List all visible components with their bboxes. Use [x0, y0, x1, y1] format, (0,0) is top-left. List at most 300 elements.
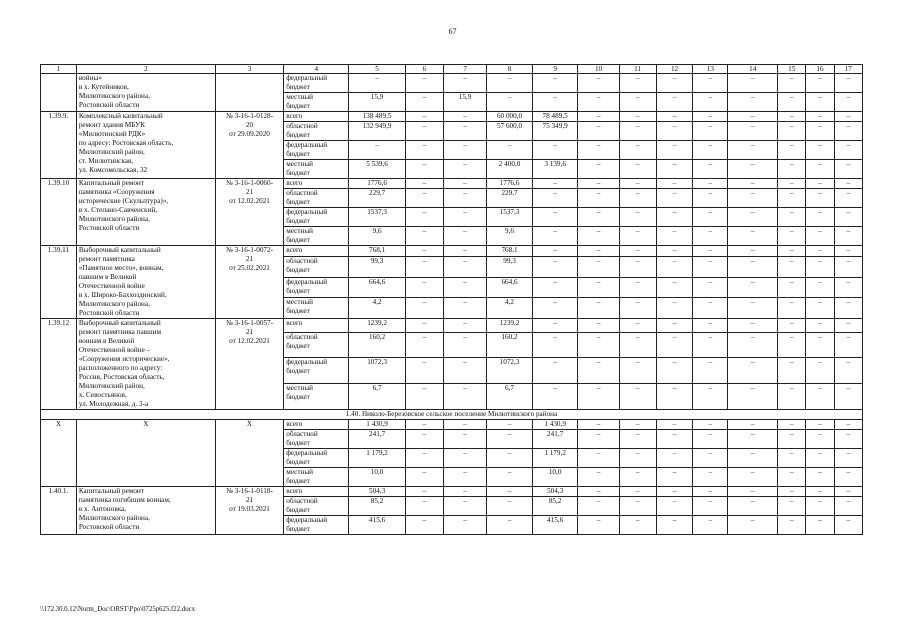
- column-number: 13: [693, 65, 728, 74]
- value-cell: –: [656, 298, 693, 319]
- object-name-cell: [76, 112, 215, 179]
- name-line: Ростовской области: [78, 224, 140, 232]
- value-cell: –: [619, 112, 656, 122]
- value-cell: –: [693, 430, 728, 449]
- name-line: памятника «Сооружения: [78, 188, 155, 196]
- value-cell: –: [619, 141, 656, 160]
- table-row: [41, 487, 863, 497]
- value-cell: –: [619, 298, 656, 319]
- value-cell: –: [728, 277, 778, 298]
- value-cell: –: [405, 208, 443, 227]
- table-row: [41, 112, 863, 122]
- value-cell: –: [693, 497, 728, 516]
- value-cell: –: [656, 246, 693, 257]
- value-cell: –: [619, 256, 656, 277]
- value-cell: –: [834, 74, 862, 93]
- value-cell: –: [578, 122, 619, 141]
- funding-source-text: федеральный: [286, 141, 328, 149]
- value-cell: –: [619, 277, 656, 298]
- value-cell: –: [405, 189, 443, 208]
- value-cell: –: [806, 179, 834, 189]
- funding-source-text: областной: [286, 430, 318, 438]
- value-cell: –: [806, 189, 834, 208]
- funding-source-cell: [284, 141, 349, 160]
- name-line: ремонт здания МБУК: [78, 121, 146, 129]
- funding-source-cell: [284, 516, 349, 535]
- table-row: [41, 246, 863, 257]
- value-cell: –: [532, 256, 578, 277]
- value-cell: –: [778, 227, 806, 246]
- funding-source-text: всего: [286, 179, 303, 187]
- value-cell: –: [728, 420, 778, 430]
- value-cell: –: [656, 179, 693, 189]
- object-number-cell: 1.39.11: [41, 246, 77, 319]
- value-cell: –: [405, 487, 443, 497]
- name-line: Комплексный капитальный: [78, 112, 163, 120]
- funding-source-text: федеральный: [286, 449, 328, 457]
- value-cell: –: [405, 256, 443, 277]
- value-cell: –: [443, 246, 486, 257]
- funding-source-text: всего: [286, 420, 303, 428]
- name-line: Милютинского района,: [78, 300, 150, 308]
- value-cell: –: [349, 141, 405, 160]
- value-cell: –: [578, 227, 619, 246]
- funding-source-text: всего: [286, 487, 303, 495]
- value-cell: –: [532, 319, 578, 333]
- value-cell: –: [728, 122, 778, 141]
- value-cell: –: [806, 112, 834, 122]
- value-cell: –: [834, 179, 862, 189]
- value-cell: –: [806, 298, 834, 319]
- value-cell: –: [834, 319, 862, 333]
- value-cell: 9,6: [487, 227, 533, 246]
- value-cell: –: [487, 468, 533, 487]
- value-cell: –: [532, 93, 578, 112]
- value-cell: –: [405, 420, 443, 430]
- value-cell: –: [806, 449, 834, 468]
- value-cell: –: [693, 298, 728, 319]
- value-cell: –: [443, 449, 486, 468]
- funding-source-text: бюджет: [286, 131, 310, 139]
- value-cell: 75 349,9: [532, 122, 578, 141]
- column-number: 2: [76, 65, 215, 74]
- registration-line: от 19.03.2021: [229, 505, 270, 513]
- value-cell: –: [619, 384, 656, 410]
- funding-source-text: федеральный: [286, 277, 328, 286]
- name-line: Капитальный ремонт: [78, 487, 144, 495]
- value-cell: –: [778, 122, 806, 141]
- funding-source-text: местный: [286, 93, 313, 101]
- value-cell: –: [619, 497, 656, 516]
- funding-source-cell: [284, 112, 349, 122]
- value-cell: –: [778, 516, 806, 535]
- object-name-cell: [76, 319, 215, 410]
- funding-source-text: местный: [286, 160, 313, 168]
- value-cell: –: [728, 430, 778, 449]
- value-cell: –: [728, 516, 778, 535]
- column-number: 6: [405, 65, 443, 74]
- name-line: в х. Антоновка,: [78, 505, 127, 513]
- value-cell: –: [806, 487, 834, 497]
- value-cell: –: [834, 516, 862, 535]
- value-cell: –: [443, 74, 486, 93]
- name-line: Выборочный капитальный: [78, 246, 161, 254]
- value-cell: 241,7: [532, 430, 578, 449]
- budget-table: [40, 64, 863, 535]
- value-cell: –: [487, 93, 533, 112]
- value-cell: –: [778, 332, 806, 358]
- funding-source-cell: [284, 487, 349, 497]
- object-number-cell: 1.39.10: [41, 179, 77, 246]
- value-cell: –: [578, 160, 619, 179]
- registration-cell: [215, 246, 283, 319]
- value-cell: –: [728, 487, 778, 497]
- value-cell: 15,9: [443, 93, 486, 112]
- value-cell: –: [619, 319, 656, 333]
- funding-source-text: федеральный: [286, 208, 328, 216]
- funding-source-text: областной: [286, 497, 318, 505]
- value-cell: –: [405, 497, 443, 516]
- registration-line: от 29.09.2020: [229, 130, 270, 138]
- value-cell: –: [778, 384, 806, 410]
- value-cell: –: [656, 112, 693, 122]
- value-cell: –: [834, 122, 862, 141]
- value-cell: –: [656, 277, 693, 298]
- value-cell: 504,3: [532, 487, 578, 497]
- column-number: 17: [834, 65, 862, 74]
- funding-source-text: бюджет: [286, 458, 310, 466]
- name-line: Милютинского района,: [78, 514, 150, 522]
- registration-cell: [215, 487, 283, 535]
- value-cell: –: [806, 246, 834, 257]
- funding-source-cell: [284, 358, 349, 384]
- value-cell: –: [693, 179, 728, 189]
- value-cell: –: [532, 358, 578, 384]
- name-line: Отечественной войне –: [78, 346, 151, 354]
- value-cell: –: [443, 358, 486, 384]
- value-cell: 1537,3: [349, 208, 405, 227]
- value-cell: –: [405, 93, 443, 112]
- value-cell: –: [778, 487, 806, 497]
- value-cell: –: [834, 468, 862, 487]
- column-number: 12: [656, 65, 693, 74]
- registration-line: № 3-16-1-0128-: [226, 112, 273, 120]
- value-cell: 229,7: [349, 189, 405, 208]
- registration-line: 21: [245, 496, 254, 504]
- value-cell: –: [656, 430, 693, 449]
- value-cell: 1 430,9: [349, 420, 405, 430]
- value-cell: 1239,2: [487, 319, 533, 333]
- value-cell: –: [578, 516, 619, 535]
- value-cell: –: [834, 358, 862, 384]
- value-cell: –: [578, 112, 619, 122]
- value-cell: –: [578, 497, 619, 516]
- column-number: 10: [578, 65, 619, 74]
- value-cell: 1 179,2: [349, 449, 405, 468]
- value-cell: –: [443, 298, 486, 319]
- value-cell: –: [693, 487, 728, 497]
- section-title-row: [41, 410, 863, 420]
- value-cell: –: [532, 246, 578, 257]
- column-number: 5: [349, 65, 405, 74]
- value-cell: 99,3: [487, 256, 533, 277]
- value-cell: –: [443, 468, 486, 487]
- value-cell: –: [578, 208, 619, 227]
- value-cell: –: [693, 160, 728, 179]
- value-cell: –: [778, 189, 806, 208]
- value-cell: 1776,6: [487, 179, 533, 189]
- value-cell: –: [405, 246, 443, 257]
- value-cell: –: [693, 256, 728, 277]
- value-cell: 3 139,6: [532, 160, 578, 179]
- value-cell: 6,7: [487, 384, 533, 410]
- column-number: 1: [41, 65, 77, 74]
- value-cell: –: [778, 256, 806, 277]
- value-cell: –: [656, 93, 693, 112]
- value-cell: –: [405, 160, 443, 179]
- value-cell: –: [405, 319, 443, 333]
- value-cell: –: [405, 449, 443, 468]
- value-cell: –: [619, 358, 656, 384]
- value-cell: –: [656, 160, 693, 179]
- name-line: Ростовской области: [78, 101, 140, 109]
- registration-line: № 3-16-1-0060-: [226, 179, 273, 187]
- funding-source-text: бюджет: [286, 367, 310, 376]
- value-cell: –: [619, 227, 656, 246]
- column-number: 9: [532, 65, 578, 74]
- value-cell: –: [656, 122, 693, 141]
- value-cell: –: [443, 332, 486, 358]
- value-cell: –: [578, 246, 619, 257]
- object-name-cell: [76, 487, 215, 535]
- name-line: павшим в Великой: [78, 273, 137, 281]
- value-cell: –: [578, 358, 619, 384]
- value-cell: –: [834, 208, 862, 227]
- funding-source-cell: [284, 189, 349, 208]
- value-cell: –: [443, 160, 486, 179]
- value-cell: –: [443, 420, 486, 430]
- value-cell: –: [778, 208, 806, 227]
- value-cell: –: [656, 468, 693, 487]
- funding-source-cell: [284, 319, 349, 333]
- value-cell: –: [728, 298, 778, 319]
- name-line: ремонт памятника: [78, 255, 135, 263]
- funding-source-text: бюджет: [286, 150, 310, 158]
- name-line: в х. Широко-Баххоздинский,: [78, 291, 167, 299]
- funding-source-text: бюджет: [286, 83, 310, 91]
- value-cell: –: [443, 319, 486, 333]
- value-cell: –: [693, 516, 728, 535]
- value-cell: –: [405, 227, 443, 246]
- value-cell: –: [405, 179, 443, 189]
- value-cell: –: [443, 179, 486, 189]
- value-cell: –: [806, 468, 834, 487]
- value-cell: –: [834, 189, 862, 208]
- value-cell: –: [693, 449, 728, 468]
- value-cell: –: [405, 298, 443, 319]
- value-cell: –: [728, 468, 778, 487]
- value-cell: 1239,2: [349, 319, 405, 333]
- value-cell: –: [578, 468, 619, 487]
- value-cell: –: [728, 319, 778, 333]
- value-cell: –: [834, 246, 862, 257]
- funding-source-cell: [284, 208, 349, 227]
- value-cell: –: [778, 358, 806, 384]
- value-cell: –: [693, 93, 728, 112]
- value-cell: –: [443, 487, 486, 497]
- object-number-cell: 1.39.9.: [41, 112, 77, 179]
- value-cell: –: [834, 332, 862, 358]
- funding-source-cell: [284, 384, 349, 410]
- value-cell: –: [405, 332, 443, 358]
- registration-line: № 3-16-1-0057-: [226, 319, 273, 327]
- value-cell: –: [619, 449, 656, 468]
- value-cell: –: [443, 141, 486, 160]
- value-cell: –: [619, 516, 656, 535]
- value-cell: –: [619, 332, 656, 358]
- value-cell: –: [728, 179, 778, 189]
- value-cell: –: [834, 384, 862, 410]
- column-number: 8: [487, 65, 533, 74]
- value-cell: –: [778, 246, 806, 257]
- funding-source-cell: [284, 277, 349, 298]
- registration-cell: [215, 112, 283, 179]
- value-cell: 10,0: [349, 468, 405, 487]
- registration-line: № 3-16-1-0072-: [226, 246, 273, 254]
- value-cell: –: [693, 112, 728, 122]
- file-path-footer: \\172.30.0.12\Norm_Doc\ORST\Ppo\0725p625.f22.docx: [40, 606, 196, 613]
- value-cell: –: [693, 141, 728, 160]
- name-line: ул. Комсомольская, 32: [78, 166, 148, 174]
- value-cell: 10,0: [532, 468, 578, 487]
- value-cell: –: [532, 332, 578, 358]
- value-cell: –: [778, 319, 806, 333]
- funding-source-text: местный: [286, 227, 313, 235]
- value-cell: –: [834, 497, 862, 516]
- object-number-cell: 1.39.12: [41, 319, 77, 410]
- value-cell: –: [578, 487, 619, 497]
- value-cell: –: [405, 112, 443, 122]
- value-cell: –: [728, 449, 778, 468]
- value-cell: –: [443, 227, 486, 246]
- value-cell: –: [778, 141, 806, 160]
- name-line: памятника погибшим воинам,: [78, 496, 171, 504]
- value-cell: –: [834, 160, 862, 179]
- value-cell: –: [578, 298, 619, 319]
- registration-line: 21: [245, 188, 254, 196]
- funding-source-cell: [284, 179, 349, 189]
- funding-source-text: бюджет: [286, 525, 310, 533]
- value-cell: –: [806, 430, 834, 449]
- value-cell: 1 430,9: [532, 420, 578, 430]
- value-cell: –: [728, 332, 778, 358]
- name-line: «Памятное место», воинам,: [78, 264, 164, 272]
- funding-source-text: бюджет: [286, 341, 310, 350]
- registration-line: № 3-16-1-0118-: [226, 487, 273, 495]
- value-cell: –: [778, 179, 806, 189]
- value-cell: 1072,3: [349, 358, 405, 384]
- registration-line: от 12.02.2021: [229, 197, 270, 205]
- value-cell: 85,2: [532, 497, 578, 516]
- value-cell: –: [487, 74, 533, 93]
- value-cell: –: [693, 189, 728, 208]
- value-cell: –: [693, 74, 728, 93]
- value-cell: 5 539,6: [349, 160, 405, 179]
- registration-line: 20: [245, 121, 254, 129]
- value-cell: –: [728, 93, 778, 112]
- value-cell: –: [693, 246, 728, 257]
- value-cell: –: [578, 141, 619, 160]
- value-cell: –: [834, 298, 862, 319]
- value-cell: –: [656, 208, 693, 227]
- name-line: Выборочный капитальный: [78, 319, 161, 327]
- column-number: 3: [215, 65, 283, 74]
- funding-source-cell: [284, 160, 349, 179]
- value-cell: –: [532, 179, 578, 189]
- object-name-cell: Х: [76, 420, 215, 487]
- funding-source-text: всего: [286, 246, 303, 254]
- value-cell: –: [619, 420, 656, 430]
- value-cell: –: [619, 93, 656, 112]
- funding-source-cell: [284, 420, 349, 430]
- column-number: 11: [619, 65, 656, 74]
- value-cell: –: [834, 256, 862, 277]
- name-line: «Милютинский РДК»: [78, 130, 146, 138]
- value-cell: –: [834, 487, 862, 497]
- funding-source-text: бюджет: [286, 236, 310, 244]
- value-cell: –: [778, 430, 806, 449]
- value-cell: –: [656, 227, 693, 246]
- funding-source-text: федеральный: [286, 516, 328, 524]
- funding-source-cell: [284, 497, 349, 516]
- value-cell: –: [532, 74, 578, 93]
- registration-line: от 12.02.2021: [229, 337, 270, 345]
- value-cell: 415,6: [349, 516, 405, 535]
- value-cell: –: [693, 319, 728, 333]
- value-cell: –: [806, 256, 834, 277]
- value-cell: –: [806, 141, 834, 160]
- value-cell: –: [806, 277, 834, 298]
- funding-source-cell: [284, 468, 349, 487]
- value-cell: –: [619, 468, 656, 487]
- value-cell: –: [532, 298, 578, 319]
- funding-source-text: бюджет: [286, 477, 310, 485]
- registration-line: 21: [245, 328, 254, 336]
- value-cell: –: [578, 332, 619, 358]
- table-row: [41, 74, 863, 93]
- funding-source-cell: [284, 246, 349, 257]
- funding-source-text: бюджет: [286, 198, 310, 206]
- value-cell: –: [778, 93, 806, 112]
- value-cell: –: [728, 256, 778, 277]
- value-cell: –: [443, 516, 486, 535]
- object-name-cell: [76, 179, 215, 246]
- object-number-cell: 1.40.1.: [41, 487, 77, 535]
- value-cell: –: [806, 160, 834, 179]
- value-cell: 1072,3: [487, 358, 533, 384]
- value-cell: 138 489,5: [349, 112, 405, 122]
- value-cell: –: [834, 277, 862, 298]
- value-cell: –: [405, 468, 443, 487]
- value-cell: 4,2: [487, 298, 533, 319]
- value-cell: –: [693, 208, 728, 227]
- value-cell: –: [487, 430, 533, 449]
- value-cell: 60 000,0: [487, 112, 533, 122]
- value-cell: –: [693, 384, 728, 410]
- section-title: 1.40. Николо-Березовское сельское поселение Милютинского района: [41, 410, 863, 420]
- value-cell: –: [619, 189, 656, 208]
- value-cell: –: [532, 141, 578, 160]
